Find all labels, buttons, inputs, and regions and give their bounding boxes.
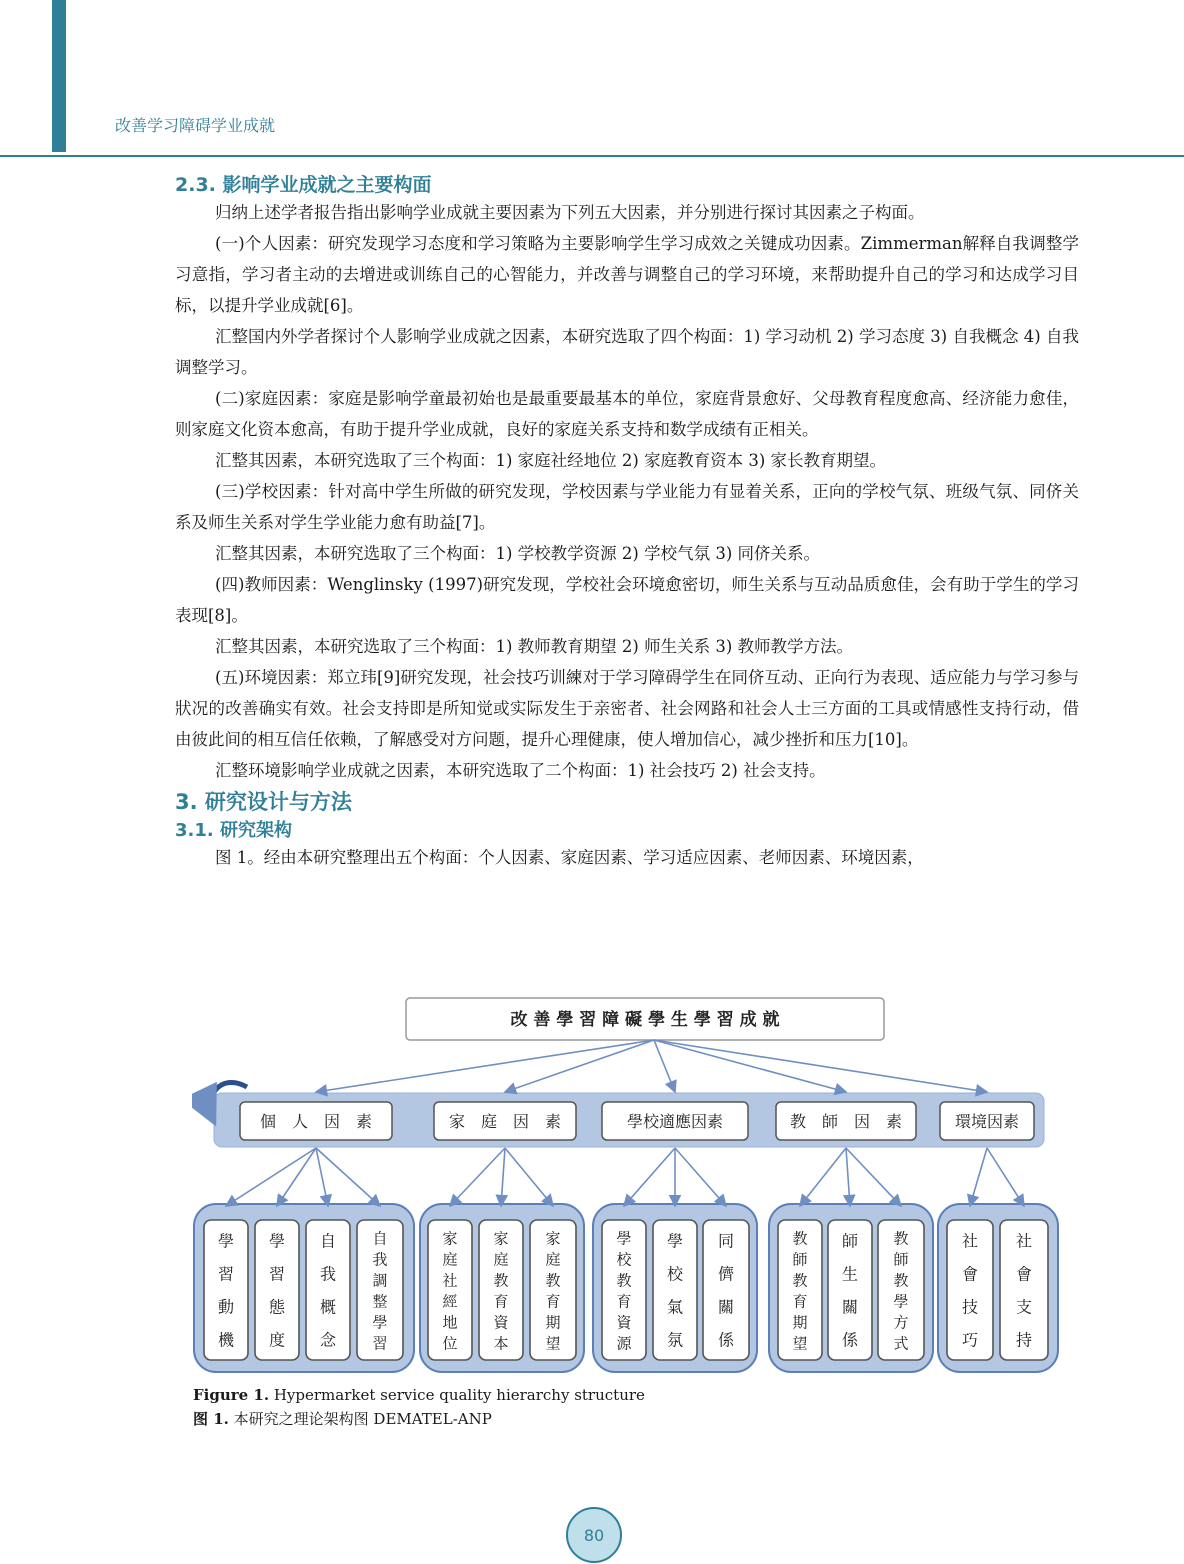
page-number: 80: [583, 1525, 605, 1545]
figure-1-hierarchy-diagram: [192, 992, 1062, 1376]
section-3-1-title: 3.1. 研究架构: [175, 820, 292, 841]
hierarchy-arrow: [846, 1148, 901, 1206]
sub-factor-char: 教: [792, 1229, 808, 1248]
sub-factor-char: 資: [493, 1313, 509, 1332]
sub-factor-char: 師: [893, 1250, 909, 1269]
sub-factor-char: 技: [961, 1297, 979, 1317]
sub-factor-char: 方: [893, 1313, 909, 1332]
sub-factor-char: 校: [666, 1264, 684, 1284]
header-rule: [0, 155, 1184, 157]
sub-factor-char: 庭: [442, 1250, 458, 1269]
section-3-title: 3. 研究设计与方法: [175, 790, 352, 814]
paragraph: 汇整其因素，本研究选取了三个构面：1) 家庭社经地位 2) 家庭教育资本 3) 家长教育期望。: [215, 451, 887, 470]
factor-label: 教 師 因 素: [789, 1112, 903, 1131]
sub-factor-char: 本: [493, 1334, 509, 1353]
hierarchy-arrow: [624, 1148, 675, 1206]
sub-factor-char: 教: [545, 1271, 561, 1290]
sub-factor-char: 持: [1015, 1330, 1033, 1350]
paragraph: (四)教师因素：Wenglinsky (1997)研究发现，学校社会环境愈密切，师生关系与互动品质愈佳，会有助于学生的学习表现[8]。: [175, 575, 1079, 625]
factor-label: 個 人 因 素: [259, 1112, 373, 1131]
sub-factor-char: 經: [442, 1292, 458, 1311]
sub-factor-char: 念: [319, 1330, 337, 1350]
factor-label: 環境因素: [954, 1112, 1020, 1131]
hierarchy-arrow: [675, 1148, 726, 1206]
paragraph: 汇整其因素，本研究选取了三个构面：1) 教师教育期望 2) 师生关系 3) 教师教学方法。: [215, 637, 854, 656]
sub-factor-char: 社: [1015, 1231, 1033, 1251]
sub-factor-char: 校: [616, 1250, 632, 1269]
sub-factor-char: 關: [841, 1297, 859, 1317]
sub-factor-char: 習: [372, 1334, 388, 1353]
sub-factor-char: 自: [372, 1229, 388, 1248]
sub-factor-char: 整: [372, 1292, 388, 1311]
sub-factor-char: 家: [442, 1229, 458, 1248]
sub-factor-char: 態: [268, 1297, 286, 1317]
sub-factor-char: 學: [893, 1292, 909, 1311]
hierarchy-arrow: [654, 1040, 675, 1092]
sub-factor-char: 家: [493, 1229, 509, 1248]
sub-factor-char: 教: [893, 1271, 909, 1290]
sub-factor-char: 會: [1015, 1264, 1033, 1284]
sub-factor-char: 位: [442, 1334, 458, 1353]
figure-caption-english-label: Figure 1.: [193, 1386, 270, 1404]
sub-factor-char: 望: [545, 1334, 561, 1353]
sub-factor-char: 源: [616, 1334, 632, 1353]
section-2-3-body: [175, 197, 1079, 786]
paragraph: 归纳上述学者报告指出影响学业成就主要因素为下列五大因素，并分别进行探讨其因素之子构面。: [215, 203, 925, 222]
hierarchy-arrow: [654, 1040, 987, 1092]
sub-factor-char: 學: [268, 1231, 286, 1251]
sub-factor-char: 育: [616, 1292, 632, 1311]
sub-factor-char: 師: [841, 1231, 859, 1251]
sub-factor-char: 社: [961, 1231, 979, 1251]
sub-factor-char: 教: [616, 1271, 632, 1290]
sub-factor-char: 自: [319, 1231, 337, 1251]
sub-factor-char: 式: [893, 1334, 909, 1353]
hierarchy-arrow: [505, 1148, 553, 1206]
sub-factor-char: 度: [268, 1330, 286, 1350]
hierarchy-arrow: [987, 1148, 1024, 1206]
header-accent-bar: [52, 0, 66, 152]
paragraph: (五)环境因素：郑立玮[9]研究发现，社会技巧训練对于学习障碍学生在同侪互动、正向行为表现、适应能力与学习参与狀况的改善确实有效。社会支持即是所知觉或实际发生于亲密者、社会网路和社会人士三方面的工具或情感性支持行动，借由彼此间的相互信任依赖，了解感受对方问题，提升心理健康，使人增加信心，减少挫折和压力[10]。: [175, 668, 1079, 749]
sub-factor-char: 氛: [666, 1330, 684, 1350]
sub-factor-char: 學: [666, 1231, 684, 1251]
page-number-badge: [566, 1507, 622, 1563]
sub-factor-char: 期: [545, 1313, 561, 1332]
hierarchy-arrow: [800, 1148, 846, 1206]
sub-factor-char: 教: [493, 1271, 509, 1290]
hierarchy-arrow: [970, 1148, 987, 1206]
sub-factor-char: 習: [217, 1264, 235, 1284]
root-label: 改 善 學 習 障 礙 學 生 學 習 成 就: [510, 1010, 780, 1030]
paragraph: (二)家庭因素：家庭是影响学童最初始也是最重要最基本的单位，家庭背景愈好、父母教育程度愈高、经济能力愈佳，则家庭文化资本愈高，有助于提升学业成就，良好的家庭关系支持和数学成绩有正相关。: [175, 389, 1079, 439]
factor-label: 學校適應因素: [626, 1112, 724, 1131]
hierarchy-arrow: [505, 1040, 654, 1092]
factor-label: 家 庭 因 素: [448, 1112, 562, 1131]
hierarchy-arrow: [226, 1148, 316, 1206]
sub-factor-char: 庭: [493, 1250, 509, 1269]
section-3-1-paragraph: 图 1。经由本研究整理出五个构面：个人因素、家庭因素、学习适应因素、老师因素、环境因素，: [215, 848, 924, 867]
paragraph: 汇整国内外学者探讨个人影响学业成就之因素，本研究选取了四个构面：1) 学习动机 2) 学习态度 3) 自我概念 4) 自我调整学习。: [175, 327, 1079, 377]
sub-factor-char: 期: [792, 1313, 808, 1332]
sub-factor-char: 育: [493, 1292, 509, 1311]
figure-caption-chinese-label: 图 1.: [193, 1410, 229, 1428]
sub-factor-char: 望: [792, 1334, 808, 1353]
sub-factor-char: 資: [616, 1313, 632, 1332]
sub-factor-char: 巧: [961, 1330, 979, 1350]
sub-factor-char: 社: [442, 1271, 458, 1290]
sub-factor-char: 教: [893, 1229, 909, 1248]
hierarchy-arrow: [277, 1148, 316, 1206]
sub-factor-char: 概: [319, 1297, 337, 1317]
figure-caption-english: [193, 1386, 645, 1404]
sub-factor-char: 動: [217, 1297, 235, 1317]
running-header-title: 改善学习障碍学业成就: [115, 116, 276, 135]
sub-factor-char: 係: [717, 1330, 735, 1350]
sub-factor-char: 支: [1015, 1297, 1033, 1317]
sub-factor-char: 習: [268, 1264, 286, 1284]
sub-factor-char: 調: [372, 1271, 388, 1290]
sub-factor-char: 我: [372, 1250, 388, 1269]
main-content: [175, 170, 1079, 873]
sub-factor-char: 我: [319, 1264, 337, 1284]
sub-factor-char: 教: [792, 1271, 808, 1290]
figure-caption-chinese-text: 本研究之理论架构图 DEMATEL-ANP: [228, 1410, 492, 1428]
sub-factor-char: 係: [841, 1330, 859, 1350]
hierarchy-arrow: [846, 1148, 850, 1206]
sub-factor-char: 生: [841, 1264, 859, 1284]
section-2-3-title: 2.3. 影响学业成就之主要构面: [175, 174, 432, 196]
figure-caption-chinese: [193, 1408, 492, 1429]
sub-factor-char: 學: [616, 1229, 632, 1248]
paragraph: (一)个人因素：研究发现学习态度和学习策略为主要影响学生学习成效之关键成功因素。Zimmerman解释自我调整学习意指，学习者主动的去增进或训练自己的心智能力，并改善与调整自己的学习环境，来帮助提升自己的学习和达成学习目标，以提升学业成就[6]。: [175, 234, 1079, 315]
hierarchy-arrow: [501, 1148, 505, 1206]
sub-factor-char: 學: [217, 1231, 235, 1251]
sub-factor-char: 氣: [666, 1297, 684, 1317]
sub-factor-char: 家: [545, 1229, 561, 1248]
sub-factor-char: 地: [442, 1313, 458, 1332]
sub-factor-char: 會: [961, 1264, 979, 1284]
sub-factor-char: 庭: [545, 1250, 561, 1269]
sub-factor-char: 儕: [717, 1264, 735, 1284]
hierarchy-arrow: [316, 1040, 654, 1092]
hierarchy-arrow: [450, 1148, 505, 1206]
figure-caption-english-text: Hypermarket service quality hierarchy structure: [269, 1386, 645, 1404]
paragraph: (三)学校因素：针对高中学生所做的研究发现，学校因素与学业能力有显着关系，正向的学校气氛、班级气氛、同侪关系及师生关系对学生学业能力愈有助益[7]。: [175, 482, 1079, 532]
sub-factor-char: 關: [717, 1297, 735, 1317]
paragraph: 汇整其因素，本研究选取了三个构面：1) 学校教学资源 2) 学校气氛 3) 同侪关系。: [215, 544, 821, 563]
sub-factor-char: 師: [792, 1250, 808, 1269]
paragraph: 汇整环境影响学业成就之因素，本研究选取了二个构面：1) 社会技巧 2) 社会支持。: [215, 761, 826, 780]
sub-factor-char: 同: [717, 1231, 735, 1251]
sub-factor-char: 育: [792, 1292, 808, 1311]
sub-factor-char: 機: [217, 1330, 235, 1350]
sub-factor-char: 育: [545, 1292, 561, 1311]
sub-factor-char: 學: [372, 1313, 388, 1332]
